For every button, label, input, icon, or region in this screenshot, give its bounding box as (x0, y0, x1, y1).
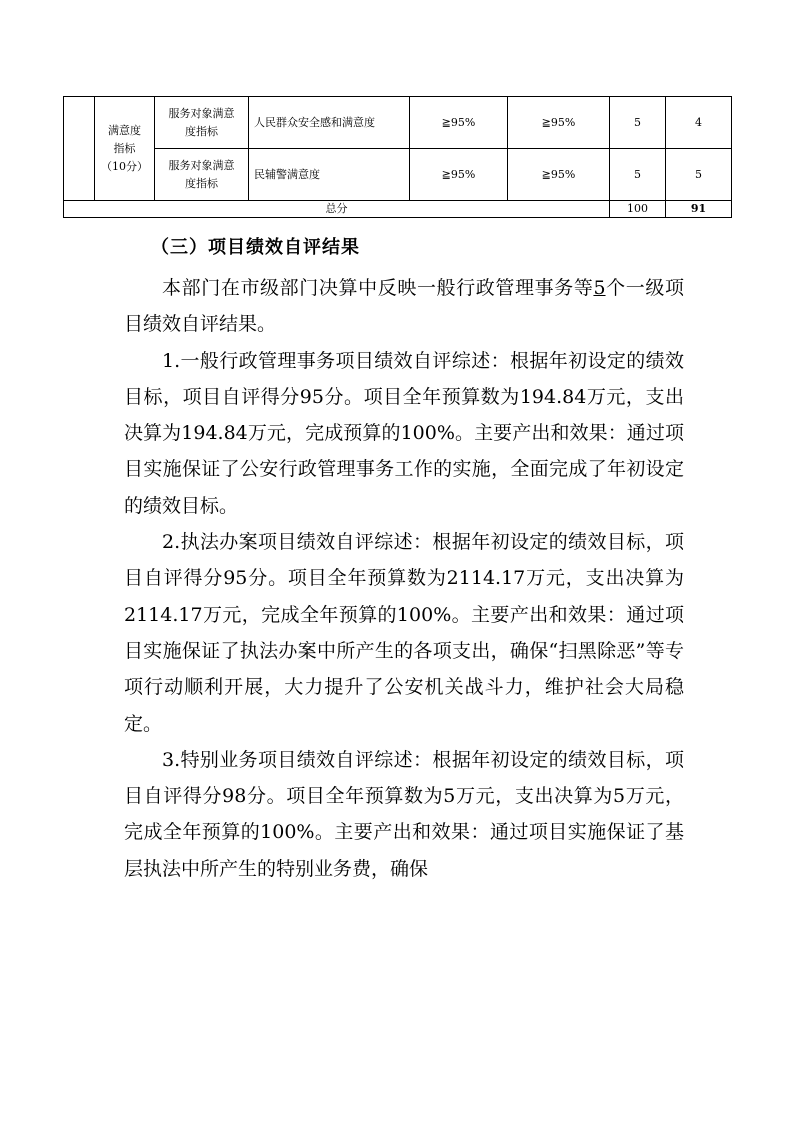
paragraph-1: 1.一般行政管理事务项目绩效自评综述：根据年初设定的绩效目标，项目自评得分95分。项目全年预算数为194.84万元，支出决算为194.84万元，完成预算的100%。主要产出和效果：通过项目实施保证了公安行政管理事务工作的实施，全面完成了年初设定的绩效目标。 (124, 349, 684, 517)
total-row (64, 201, 732, 218)
category-cell: 满意度 指标 （10分） (95, 97, 155, 201)
paragraph-2: 2.执法办案项目绩效自评综述：根据年初设定的绩效目标，项目自评得分95分。项目全年预算数为2114.17万元，支出决算为2114.17万元，完成全年预算的100%。主要产出和效果：通过项目实施保证了执法办案中所产生的各项支出，确保“扫黑除恶”等专项行动顺利开展，大力提升了公安机关战斗力，维护社会大局稳定。 (124, 531, 684, 735)
paragraph-3: 3.特别业务项目绩效自评综述：根据年初设定的绩效目标，项目自评得分98分。项目全年预算数为5万元，支出决算为5万元，完成全年预算的100%。主要产出和效果：通过项目实施保证了基层执法中所产生的特别业务费，确保 (124, 748, 684, 880)
subcategory-cell: 服务对象满意 度指标 (155, 149, 249, 201)
indicator-cell: 民辅警满意度 (249, 149, 410, 201)
subcategory-cell: 服务对象满意 度指标 (155, 97, 249, 149)
score-cell: 4 (666, 97, 732, 149)
project-count: 5 (593, 277, 606, 299)
target-cell: ≧95% (410, 149, 508, 201)
weight-cell: 5 (610, 149, 666, 201)
target-cell: ≧95% (410, 97, 508, 149)
actual-cell: ≧95% (508, 149, 610, 201)
total-weight: 100 (610, 201, 666, 218)
table-row (64, 97, 732, 149)
intro-paragraph: 本部门在市级部门决算中反映一般行政管理事务等5个一级项目绩效自评结果。 (124, 277, 684, 336)
table-row (64, 149, 732, 201)
section-body (124, 270, 684, 887)
total-label: 总分 (64, 201, 610, 218)
score-cell: 5 (666, 149, 732, 201)
performance-table (63, 96, 732, 218)
weight-cell: 5 (610, 97, 666, 149)
actual-cell: ≧95% (508, 97, 610, 149)
section-heading: （三）项目绩效自评结果 (151, 237, 360, 258)
total-score: 91 (666, 201, 732, 218)
blank-cell (64, 97, 95, 201)
indicator-cell: 人民群众安全感和满意度 (249, 97, 410, 149)
